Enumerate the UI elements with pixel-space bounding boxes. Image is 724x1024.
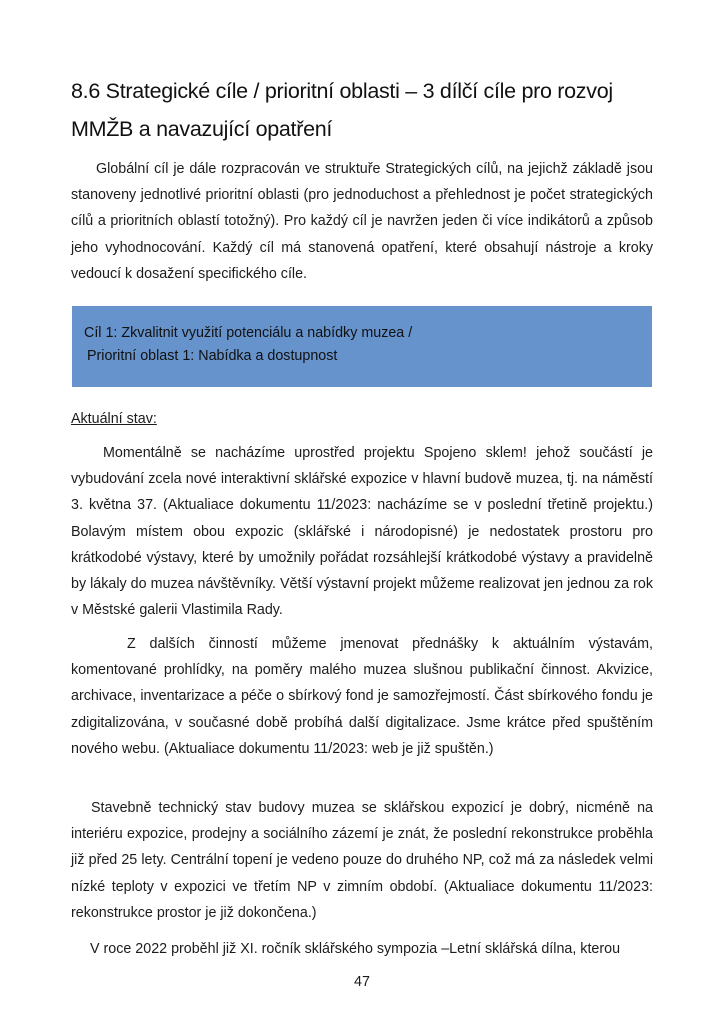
current-state-heading: Aktuální stav: <box>71 411 157 427</box>
body-paragraph: V roce 2022 proběhl již XI. ročník sklářského sympozia –Letní sklářská dílna, kterou <box>90 941 621 957</box>
body-paragraph: Z dalších činností můžeme jmenovat přednášky k aktuálním výstavám, komentované prohlídky, na poměry malého muzea slušnou publikační činnost. Akvizice, archivace, inventarizace a péče o sbírkový fond je samozřejmostí. Část sbírkového fondu je zdigitalizována, v současné době probíhá další digitalizace. Jsme krátce před spuštěním nového webu. (Aktualiace dokumentu 11/2023: web je již spuštěn.) <box>71 636 653 757</box>
goal-title: Cíl 1: Zkvalitnit využití potenciálu a nabídky muzea / <box>84 325 413 341</box>
body-paragraph: Stavebně technický stav budovy muzea se sklářskou expozicí je dobrý, nicméně na interiéru expozice, prodejny a sociálního zázemí je znát, že poslední rekonstrukce proběhla již před 25 lety. Centrální topení je vedeno pouze do druhého NP, což má za následek velmi nízké teploty v expozici ve třetím NP v zimním období. (Aktualiace dokumentu 11/2023: rekonstrukce prostor je již dokončena.) <box>71 800 653 921</box>
body-paragraph: Momentálně se nacházíme uprostřed projektu Spojeno sklem! jehož součástí je vybudování zcela nové interaktivní sklářské expozice v hlavní budově muzea, tj. na náměstí 3. května 37. (Aktualiace dokumentu 11/2023: nacházíme se v poslední třetině projektu.) Bolavým místem obou expozic (sklářské i národopisné) je nedostatek prostoru pro krátkodobé výstavy, které by umožnily pořádat rozsáhlejší krátkodobé výstavy a pravidelně by lákaly do muzea návštěvníky. Větší výstavní projekt můžeme realizovat jen jednou za rok v Městské galerii Vlastimila Rady. <box>71 445 653 619</box>
goal-box <box>72 306 652 387</box>
intro-paragraph: Globální cíl je dále rozpracován ve struktuře Strategických cílů, na jejichž základě jsou stanoveny jednotlivé prioritní oblasti (pro jednoduchost a přehlednost je počet strategických cílů a prioritních oblastí totožný). Pro každý cíl je navržen jeden či více indikátorů a způsob jeho vyhodnocování. Každý cíl má stanovená opatření, které obsahují nástroje a kroky vedoucí k dosažení specifického cíle. <box>71 161 653 282</box>
section-title: 8.6 Strategické cíle / prioritní oblasti – 3 dílčí cíle pro rozvoj MMŽB a navazující opatření <box>71 79 613 141</box>
priority-area-title: Prioritní oblast 1: Nabídka a dostupnost <box>87 348 338 364</box>
page-number: 47 <box>354 974 370 990</box>
